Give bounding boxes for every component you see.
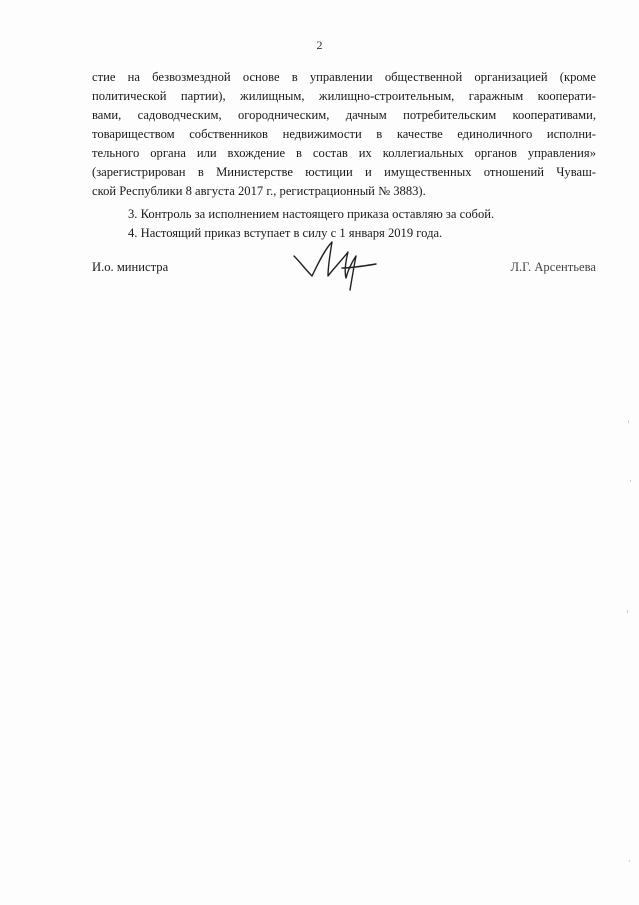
page-number: 2 [316,38,323,52]
paragraph-control: 3. Контроль за исполнением настоящего приказа оставляю за собой. [128,207,495,221]
body-line: тельного органа или вхождение в состав их коллегиальных органов управления» [92,146,596,160]
scan-edge-mark [627,610,628,613]
handwritten-signature [292,238,378,294]
scan-edge-mark [629,860,630,862]
body-line: товариществом собственников недвижимости в качестве единоличного исполни- [92,127,596,141]
scan-edge-mark [628,420,629,423]
signature-block [92,252,596,292]
paragraph-effective-date: 4. Настоящий приказ вступает в силу с 1 января 2019 года. [128,226,443,240]
document-body [92,68,596,243]
body-line: ской Республики 8 августа 2017 г., регистрационный № 3883). [92,184,426,198]
signer-name: Л.Г. Арсентьева [510,260,596,274]
body-line: стие на безвозмездной основе в управлении общественной организацией (кроме [92,70,596,84]
body-line: политической партии), жилищным, жилищно-строительным, гаражным кооперати- [92,89,596,103]
body-line: вами, садоводческим, огородническим, дачным потребительским кооперативами, [92,108,596,122]
body-line: (зарегистрирован в Министерстве юстиции и имущественных отношений Чуваш- [92,165,596,179]
scan-edge-mark [630,480,631,482]
signer-title: И.о. министра [92,260,169,274]
